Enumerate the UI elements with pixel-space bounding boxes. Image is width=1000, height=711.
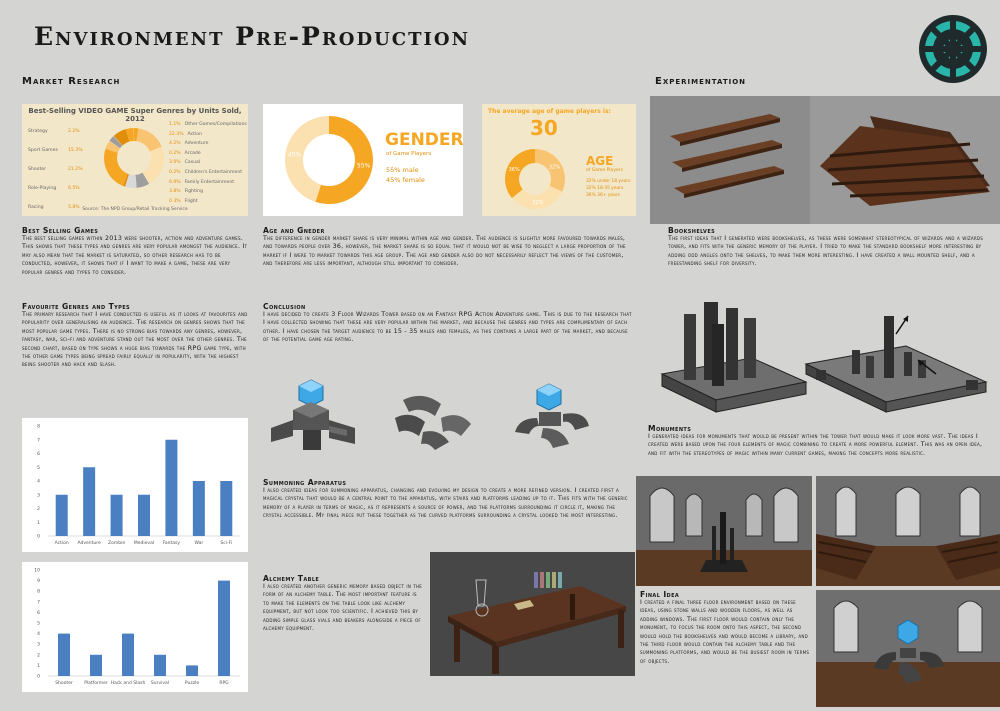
genre-left-label	[28, 160, 94, 179]
genre-right-label-name: Action	[187, 131, 202, 137]
genre-right-label	[169, 197, 247, 207]
x-tick-label: Medieval	[133, 541, 155, 546]
x-tick-label: Sci-Fi	[220, 541, 233, 546]
age-slice-label: 36%	[508, 167, 520, 174]
y-tick-label: 5	[37, 465, 40, 471]
genre-right-label-name: Family Entertainment	[184, 179, 235, 185]
gender-male-line: 55% male	[386, 166, 419, 174]
age-sub: of Game Players	[586, 168, 623, 173]
final-summoning-render	[515, 384, 589, 448]
genre-left-label-name: Strategy	[28, 129, 48, 134]
best-selling-heading: Best Selling Games	[22, 226, 99, 235]
y-tick-label: 3	[37, 642, 40, 648]
page-title: Environment Pre-Production	[34, 22, 471, 51]
genre-left-label-name: Racing	[28, 205, 44, 210]
y-tick-label: 6	[37, 610, 40, 616]
y-tick-label: 0	[37, 534, 40, 540]
best-selling-block	[22, 226, 248, 277]
type-bar-chart	[22, 562, 248, 692]
x-tick-label: Platformer	[84, 681, 108, 686]
curved-platforms-render	[395, 396, 471, 450]
gender-infographic	[263, 104, 463, 216]
age-infographic	[482, 104, 636, 216]
x-tick-label: Shooter	[55, 681, 73, 686]
final-idea-heading: Final Idea	[640, 590, 680, 599]
genre-right-label-name: Adventure	[184, 141, 209, 147]
genre-right-label-pct: 22.3%	[169, 131, 184, 137]
favourite-heading: Favourite Genres and Types	[22, 302, 131, 311]
bar	[111, 495, 123, 536]
bar	[83, 467, 95, 536]
genre-left-label-name: Sport Games	[28, 148, 58, 153]
bar	[138, 495, 150, 536]
y-tick-label: 1	[37, 663, 40, 669]
genre-right-label	[169, 168, 247, 178]
x-tick-label: Adventure	[77, 541, 101, 546]
monuments-image	[656, 294, 1000, 418]
favourite-block	[22, 302, 248, 370]
bar	[90, 655, 102, 676]
y-tick-label: 2	[37, 507, 40, 512]
bar	[193, 481, 205, 536]
genre-left-label	[28, 179, 94, 198]
genre-right-label-name: Fighting	[184, 189, 203, 195]
gender-slice-label: 45%	[287, 151, 302, 159]
gender-big: GENDER	[385, 130, 464, 150]
favourite-body: The primary research that I have conducted is useful as it looks at favourites and popularity over generalising an audience. The research on genres shows that the most popular game types. There is no strong bias towards any genres, however, fantasy, war, sci-fi and adventure stand out the most over the other genres. The second chart, based on type shows a huge bias towards the RPG game type, with the other game types being spread fairly equally in popularity, with the highest being shooter and hack and slash.	[22, 311, 248, 369]
y-tick-label: 5	[37, 621, 40, 627]
age-average: 30	[530, 116, 558, 140]
genre-left-label	[28, 122, 94, 141]
summoning-body: I also created ideas for summoning apparatus, changing and evolving my design to create a more refined version. I created first a magical crystal that would be a central point to the apparatus, with stairs and platforms leading up to it. This fits with the generic memory of a player in terms of magic, as it represents a source of power, and the platforms surrounding it circle it, making the crystal accessible. My final piece put these together as the curved platforms surrounding a crystal looked the most interesting.	[263, 487, 628, 520]
age-line: 32% 18-35 years	[586, 186, 624, 191]
donut-slice	[505, 149, 535, 198]
donut-slice	[137, 128, 162, 151]
y-tick-label: 2	[37, 653, 40, 659]
y-tick-label: 4	[37, 479, 40, 485]
bookshelves-heading: Bookshelves	[668, 226, 716, 235]
age-big: AGE	[586, 154, 614, 168]
genre-left-label-name: Role-Playing	[28, 186, 57, 191]
y-tick-label: 7	[37, 600, 40, 606]
conclusion-block	[263, 302, 635, 345]
genre-right-label-name: Casual	[184, 160, 201, 166]
y-tick-label: 8	[37, 589, 40, 595]
bookshelves-block	[668, 226, 988, 269]
alchemy-table-image	[430, 552, 635, 676]
age-slice-label: 32%	[532, 199, 544, 206]
genres-infographic-title: Best-Selling VIDEO GAME Super Genres by Units Sold, 2012	[28, 107, 242, 123]
room-summoning-image	[816, 590, 1000, 707]
final-idea-body: I created a final three floor environment based on these ideas, using stone walls and wooden floors, as well as adding windows. The first floor would contain only the monument, to focus the room onto this aspect, the second would hold the bookshelves and would become a library, and the third floor would contain the alchemy table and the summoning platforms, and would be the busiest room in terms of objects.	[640, 599, 810, 665]
genre-right-label-name: Arcade	[184, 150, 201, 156]
monument-renders	[656, 294, 1000, 418]
genre-left-label-pct: 21.2%	[68, 167, 83, 172]
final-idea-block	[640, 590, 810, 666]
gender-slice-label: 55%	[356, 162, 371, 170]
genre-bar-chart	[22, 418, 248, 552]
summoning-block	[263, 478, 635, 521]
genre-right-label	[169, 120, 247, 130]
age-donut	[504, 148, 566, 210]
genre-right-label-name: Flight	[184, 198, 198, 204]
genre-left-label-pct: 6.5%	[68, 186, 80, 191]
genre-right-label-name: Other Games/Compilations	[184, 122, 247, 127]
alchemy-block	[263, 574, 423, 633]
genre-right-label	[169, 187, 247, 197]
genres-infographic	[22, 104, 248, 216]
genre-right-label-name: Children's Entertainment	[184, 169, 243, 175]
x-tick-label: RPG	[219, 681, 229, 686]
experimentation-heading: Experimentation	[655, 76, 747, 87]
age-gender-block	[263, 226, 635, 269]
age-gender-body: The difference in gender market share is very minimal within age and gender. The audience is slightly more favoured towards males, and towards people over 36, however, the market share is so equal that it would not be wise to neglect a large proportion of the market if I were to market towards this age group. The age and gender also do not necessarily reflect the views of the customer, and therefore are less important, although still important to consider.	[263, 235, 626, 268]
genre-right-label	[169, 139, 247, 149]
monuments-block	[648, 424, 988, 458]
genre-left-label-pct: 15.3%	[68, 148, 83, 153]
age-heading: The average age of game players is:	[488, 108, 611, 115]
genre-right-label-pct: 6.9%	[169, 179, 181, 185]
age-gender-heading: Age and Gneder	[263, 226, 325, 235]
y-tick-label: 10	[34, 568, 40, 574]
genres-source: Source: The NPD Group/Retail Tracking Service	[82, 207, 188, 212]
y-tick-label: 9	[37, 579, 40, 585]
x-tick-label: Survival	[150, 681, 170, 686]
age-line: 36% 36+ years	[586, 193, 620, 198]
genre-left-label-pct: 5.8%	[68, 205, 80, 210]
gender-female-line: 45% female	[386, 176, 425, 184]
bar	[220, 481, 232, 536]
genre-left-label	[28, 141, 94, 160]
x-tick-label: War	[194, 541, 204, 546]
bar	[58, 634, 70, 676]
bar	[122, 634, 134, 676]
crystal-stairs-render	[271, 380, 355, 450]
genres-donut	[102, 126, 166, 190]
y-tick-label: 8	[37, 424, 40, 430]
x-tick-label: Fantasy	[162, 541, 181, 546]
age-line: 32% under 18 years	[586, 179, 631, 184]
donut-slice	[104, 149, 128, 186]
genre-right-label-pct: 0.2%	[169, 169, 181, 175]
genre-right-label-pct: 0.3%	[169, 198, 181, 204]
gender-donut	[283, 114, 375, 206]
y-tick-label: 0	[37, 674, 40, 680]
room-library-image	[816, 476, 1000, 586]
genre-right-label	[169, 178, 247, 188]
monument-render-1	[662, 302, 806, 412]
room-monument-image	[636, 476, 812, 586]
genre-left-label-pct: 2.2%	[68, 129, 80, 134]
age-slice-label: 32%	[548, 164, 560, 171]
bookshelves-body: The first ideas that I generated were bookshelves, as these were somewhat stereotypical of wizards and a wizards tower, and fits with the generic memory of the player. I tried to make the standard bookshelf more interesting by adding odd angles onto the shelves, to make them more interesting. I have created a wall mounted shelf, and a freestanding shelf for diversity.	[668, 235, 984, 268]
genre-right-label-pct: 1.1%	[169, 122, 181, 127]
bookshelves-image	[650, 96, 1000, 224]
gender-sub: of Game Players	[386, 151, 432, 157]
y-tick-label: 6	[37, 452, 40, 457]
monuments-body: I generated ideas for monuments that would be present within the tower that would make it look more vast. The ideas I created were based upon the four elements of magic combining to create a more powerful element. This was an open idea, and fit with the stereotypes of magic within many current games, making the concepts more realistic.	[648, 433, 983, 457]
wheel-logo-icon	[917, 13, 989, 85]
genre-right-label-pct: 3.0%	[169, 160, 181, 166]
y-tick-label: 1	[37, 520, 40, 526]
y-tick-label: 4	[37, 632, 40, 638]
monuments-heading: Monuments	[648, 424, 692, 433]
conclusion-heading: Conclusion	[263, 302, 306, 311]
alchemy-body: I also created another generic memory based object in the form of an alchemy table. The most important feature is to make the elements on the table look like alchemy equipment, but not look too scientific. I achieved this by adding simple glass vials and beakers alongside a piece of alchemy equipment.	[263, 583, 423, 633]
logo	[917, 13, 989, 85]
genre-right-label	[169, 130, 247, 140]
x-tick-label: Action	[54, 541, 69, 546]
genre-right-label-pct: 3.8%	[169, 189, 181, 195]
y-tick-label: 7	[37, 438, 40, 444]
genre-left-label-name: Shooter	[28, 167, 46, 172]
alchemy-heading: Alchemy Table	[263, 574, 320, 583]
genre-right-label-pct: 4.2%	[169, 141, 181, 147]
x-tick-label: Hack and Slash	[110, 681, 146, 686]
market-research-heading: Market Research	[22, 76, 121, 87]
summoning-renders	[263, 370, 635, 460]
y-tick-label: 3	[37, 493, 40, 499]
summoning-heading: Summoning Apparatus	[263, 478, 347, 487]
monument-render-2	[806, 316, 986, 412]
bar	[165, 440, 177, 536]
best-selling-body: The best selling games within 2013 were shooter, action and adventure games. This shows that these types and genres are very popular amongst the audience. It may also mean that the market is saturated, so other research has to be conducted, however, it shows that if I want to make a game, these are very popular genres and types to consider.	[22, 235, 248, 276]
genre-right-label	[169, 158, 247, 168]
bar	[154, 655, 166, 676]
bar	[218, 581, 230, 676]
bookshelf-renders	[650, 96, 1000, 224]
genre-right-label	[169, 149, 247, 159]
conclusion-body: I have decided to create 3 Floor Wizards Tower based on an Fantasy RPG Action Adventure game. This is due to the research that I have collected showing that these are very popular within the market, and because the genres and types are complimentary of each other. I have chosen the target audience to be 15 - 35 males and females, as this contains a large part of the market, and because of the potential game age rating.	[263, 311, 632, 344]
bar	[186, 665, 198, 676]
x-tick-label: Puzzle	[184, 681, 200, 686]
summoning-apparatus-image	[263, 370, 635, 460]
genre-right-label-pct: 0.2%	[169, 150, 181, 156]
bar	[56, 495, 68, 536]
x-tick-label: Zombie	[108, 541, 126, 546]
